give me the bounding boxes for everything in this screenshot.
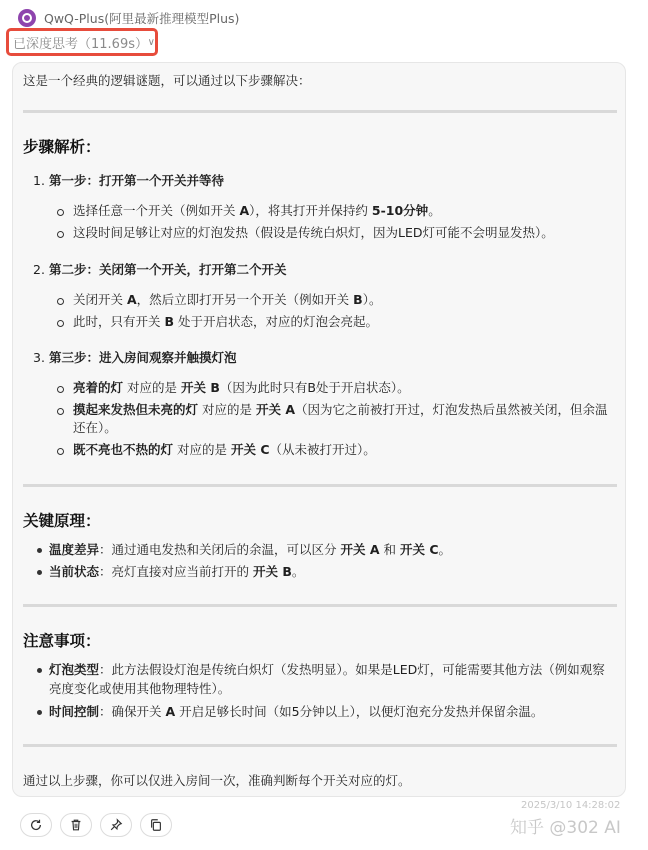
step-title: 3. 第三步：进入房间观察并触摸灯泡 xyxy=(33,350,237,365)
list-item: 此时，只有开关 B 处于开启状态，对应的灯泡会亮起。 xyxy=(73,314,378,329)
bullet-circle-icon xyxy=(57,231,64,238)
outro-text: 通过以上步骤，你可以仅进入房间一次，准确判断每个开关对应的灯。 xyxy=(23,773,411,788)
section-title: 注意事项： xyxy=(23,632,101,650)
bullet-circle-icon xyxy=(57,408,64,415)
bullet-circle-icon xyxy=(57,448,64,455)
thinking-toggle[interactable] xyxy=(6,28,158,56)
list-item: 当前状态：亮灯直接对应当前打开的 开关 B。 xyxy=(49,564,305,579)
list-item: 这段时间足够让对应的灯泡发热（假设是传统白炽灯，因为LED灯可能不会明显发热）。 xyxy=(73,225,554,240)
message-card xyxy=(12,62,626,797)
section-title: 关键原理： xyxy=(23,512,101,530)
regenerate-button[interactable] xyxy=(20,813,52,837)
timestamp: 2025/3/10 14:28:02 xyxy=(521,800,621,811)
list-item-continued: 亮度变化或使用其他物理特性）。 xyxy=(49,681,231,696)
list-item: 灯泡类型：此方法假设灯泡是传统白炽灯（发热明显）。如果是LED灯，可能需要其他方法（例如观察 xyxy=(49,662,605,677)
step-title: 2. 第二步：关闭第一个开关，打开第二个开关 xyxy=(33,262,287,277)
list-item: 既不亮也不热的灯 对应的是 开关 C（从未被打开过）。 xyxy=(73,442,376,457)
bullet-dot-icon xyxy=(37,668,42,673)
bullet-circle-icon xyxy=(57,320,64,327)
divider xyxy=(23,604,617,607)
message-actions xyxy=(20,813,172,837)
bullet-circle-icon xyxy=(57,298,64,305)
pin-icon xyxy=(109,818,123,832)
chevron-down-icon: ∨ xyxy=(147,36,155,48)
message-header xyxy=(18,8,239,28)
step-title: 1. 第一步：打开第一个开关并等待 xyxy=(33,173,224,188)
refresh-icon xyxy=(29,818,43,832)
divider xyxy=(23,744,617,747)
list-item: 温度差异：通过通电发热和关闭后的余温，可以区分 开关 A 和 开关 C。 xyxy=(49,542,452,557)
watermark: 知乎 @302 AI xyxy=(510,818,621,838)
list-item: 亮着的灯 对应的是 开关 B（因为此时只有B处于开启状态）。 xyxy=(73,380,410,395)
copy-button[interactable] xyxy=(140,813,172,837)
list-item: 选择任意一个开关（例如开关 A），将其打开并保持约 5-10分钟。 xyxy=(73,203,441,218)
model-logo-icon xyxy=(18,9,36,27)
list-item: 时间控制：确保开关 A 开启足够长时间（如5分钟以上），以便灯泡充分发热并保留余温。 xyxy=(49,704,544,719)
bullet-dot-icon xyxy=(37,548,42,553)
model-name: QwQ-Plus(阿里最新推理模型Plus) xyxy=(44,11,240,26)
bullet-circle-icon xyxy=(57,386,64,393)
divider xyxy=(23,484,617,487)
bullet-dot-icon xyxy=(37,570,42,575)
copy-icon xyxy=(149,818,163,832)
divider xyxy=(23,110,617,113)
list-item: 摸起来发热但未亮的灯 对应的是 开关 A（因为它之前被打开过，灯泡发热后虽然被关闭，但余温 xyxy=(73,402,608,417)
list-item: 关闭开关 A，然后立即打开另一个开关（例如开关 B）。 xyxy=(73,292,382,307)
delete-button[interactable] xyxy=(60,813,92,837)
list-item-continued: 还在）。 xyxy=(73,420,117,435)
bullet-dot-icon xyxy=(37,710,42,715)
pin-button[interactable] xyxy=(100,813,132,837)
thinking-label: 已深度思考（11.69s） xyxy=(13,36,148,52)
section-title: 步骤解析： xyxy=(23,138,101,156)
intro-text: 这是一个经典的逻辑谜题，可以通过以下步骤解决： xyxy=(23,73,311,88)
trash-icon xyxy=(69,818,83,832)
bullet-circle-icon xyxy=(57,209,64,216)
